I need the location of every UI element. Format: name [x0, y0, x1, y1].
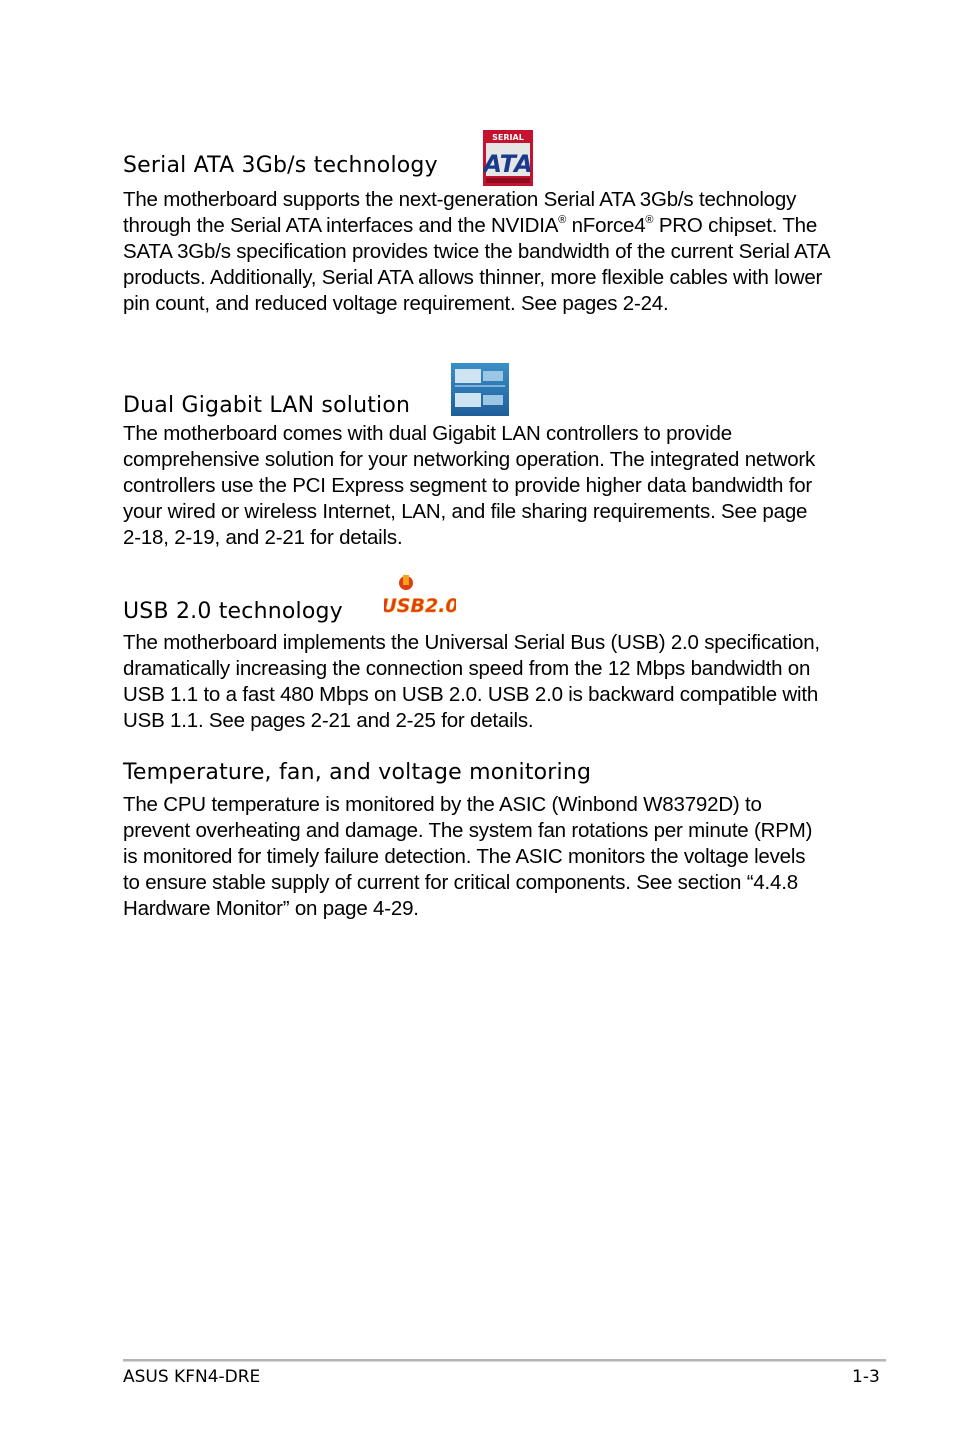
svg-text:SERIAL: SERIAL	[492, 133, 524, 142]
usb-logo-icon	[384, 572, 456, 618]
footer-rule	[123, 1359, 886, 1362]
svg-text:USB2.0: USB2.0	[384, 595, 456, 617]
heading-monitoring: Temperature, fan, and voltage monitoring	[123, 760, 592, 785]
footer-product-name: ASUS KFN4-DRE	[123, 1367, 261, 1387]
heading-dual-lan: Dual Gigabit LAN solution	[123, 393, 411, 418]
heading-serial-ata: Serial ATA 3Gb/s technology	[123, 153, 438, 178]
svg-text:ATA: ATA	[483, 150, 533, 178]
serial-ata-logo-icon	[483, 130, 533, 186]
paragraph-serial-ata: The motherboard supports the next-generation Serial ATA 3Gb/s technology through the Serial ATA interfaces and the NVIDIA® nForce4® PRO chipset. The SATA 3Gb/s specification provides twice the bandwidth of the current Serial ATA products. Additionally, Serial ATA allows thinner, more flexible cables with lower pin count, and reduced voltage requirement. See pages 2-24.	[123, 188, 830, 315]
paragraph-dual-lan: The motherboard comes with dual Gigabit LAN controllers to provide comprehensive solution for your networking operation. The integrated network controllers use the PCI Express segment to provide higher data bandwidth for your wired or wireless Internet, LAN, and file sharing requirements. See page 2-18, 2-19, and 2-21 for details.	[123, 422, 816, 549]
paragraph-monitoring: The CPU temperature is monitored by the ASIC (Winbond W83792D) to prevent overheating and damage. The system fan rotations per minute (RPM) is monitored for timely failure detection. The ASIC monitors the voltage levels to ensure stable supply of current for critical components. See section “4.4.8 Hardware Monitor” on page 4-29.	[123, 793, 813, 920]
dual-lan-logo-icon	[451, 363, 509, 416]
section-usb	[123, 598, 853, 734]
paragraph-usb: The motherboard implements the Universal Serial Bus (USB) 2.0 specification, dramatically increasing the connection speed from the 12 Mbps bandwidth on USB 1.1 to a fast 480 Mbps on USB 2.0. USB 2.0 is backward compatible with USB 1.1. See pages 2-21 and 2-25 for details.	[123, 631, 820, 732]
footer-page-number: 1-3	[852, 1367, 880, 1387]
heading-usb: USB 2.0 technology	[123, 599, 343, 624]
section-monitoring	[123, 759, 853, 922]
